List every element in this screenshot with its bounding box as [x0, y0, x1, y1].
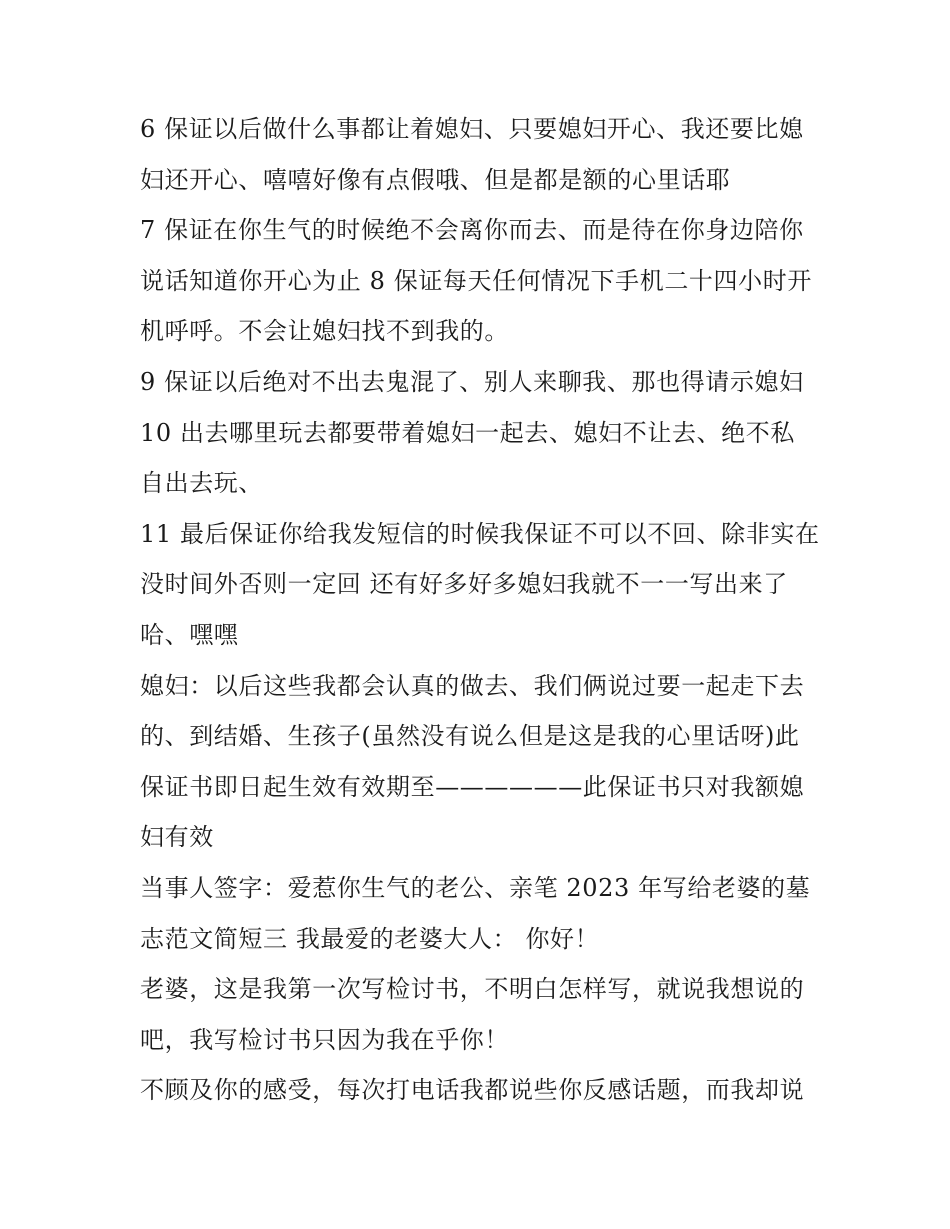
text-line: 不顾及你的感受，每次打电话我都说些你反感话题，而我却说: [140, 1076, 805, 1105]
text-line: 机呼呼。不会让媳妇找不到我的。: [140, 317, 509, 346]
text-line: 9 保证以后绝对不出去鬼混了、别人来聊我、那也得请示媳妇: [140, 367, 804, 396]
text-line: 妇有效: [140, 823, 214, 852]
text-line: 妇还开心、嘻嘻好像有点假哦、但是都是额的心里话耶: [140, 165, 731, 194]
text-line: 说话知道你开心为止 8 保证每天任何情况下手机二十四小时开: [140, 266, 812, 295]
text-line: 吧，我写检讨书只因为我在乎你！: [140, 1025, 509, 1054]
document-body: [140, 104, 820, 1116]
text-line: 哈、嘿嘿: [140, 620, 239, 649]
text-line: 6 保证以后做什么事都让着媳妇、只要媳妇开心、我还要比媳: [140, 115, 804, 143]
text-line: 自出去玩、: [140, 469, 263, 498]
text-line: 7 保证在你生气的时候绝不会离你而去、而是待在你身边陪你: [140, 216, 804, 245]
text-line: 老婆，这是我第一次写检讨书，不明白怎样写，就说我想说的: [140, 975, 805, 1004]
text-line: 保证书即日起生效有效期至——————此保证书只对我额媳: [140, 772, 805, 801]
text-line: 10 出去哪里玩去都要带着媳妇一起去、媳妇不让去、绝不私: [140, 418, 795, 447]
text-line: 的、到结婚、生孩子(虽然没有说么但是这是我的心里话呀)此: [140, 722, 800, 751]
text-line: 11 最后保证你给我发短信的时候我保证不可以不回、除非实在: [140, 519, 820, 548]
text-line: 媳妇：以后这些我都会认真的做去、我们俩说过要一起走下去: [140, 671, 805, 700]
text-line: 志范文简短三 我最爱的老婆大人： 你好！: [140, 924, 600, 953]
text-line: 当事人签字：爱惹你生气的老公、亲笔 2023 年写给老婆的墓: [140, 873, 811, 902]
text-line: 没时间外否则一定回 还有好多好多媳妇我就不一一写出来了: [140, 570, 788, 599]
